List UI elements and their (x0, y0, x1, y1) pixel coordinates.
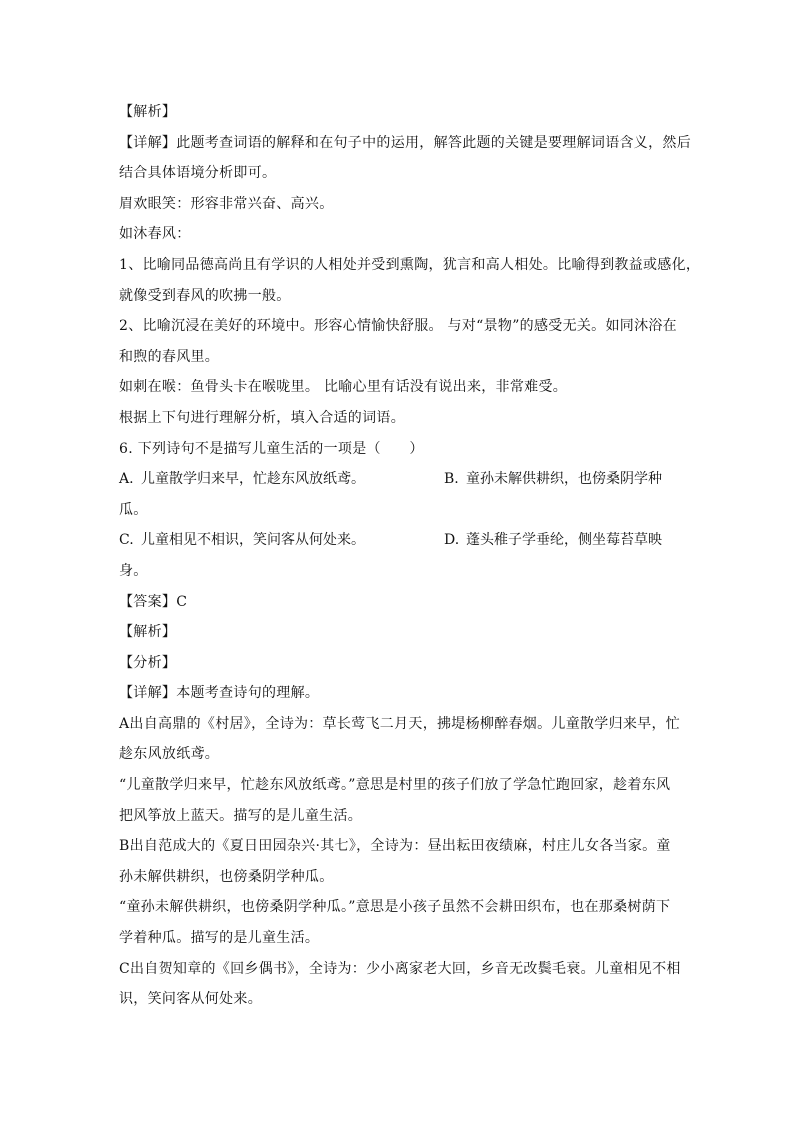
option-c-text: 儿童相见不相识，笑问客从何处来。 (141, 532, 365, 549)
section-heading-analysis: 【解析】 (119, 104, 177, 120)
option-a-text: 儿童散学归来早，忙趁东风放纸鸢。 (141, 471, 365, 488)
text-line: 和煦的春风里。 (119, 348, 220, 365)
option-b-continuation: 瓜。 (119, 501, 148, 518)
answer-line: 【答案】C (119, 593, 188, 610)
text-line: B出自范成大的《夏日田园杂兴·其七》，全诗为：昼出耘田夜绩麻，村庄儿女各当家。童 (119, 838, 671, 855)
text-line: 如沐春风： (119, 226, 191, 243)
text-line: 如刺在喉：鱼骨头卡在喉咙里。 比喻心里有话没有说出来，非常难受。 (119, 379, 568, 396)
option-a-letter: A. (119, 471, 134, 488)
text-line: C出自贺知章的《回乡偶书》，全诗为：少小离家老大回，乡音无改鬓毛衰。儿童相见不相 (119, 960, 681, 977)
option-c (119, 528, 365, 552)
text-line: 【详解】本题考查诗句的理解。 (119, 685, 320, 702)
text-line: 1、比喻同品德高尚且有学识的人相处并受到熏陶，犹言和高人相处。比喻得到教益或感化， (119, 256, 701, 273)
option-row-cd (119, 528, 679, 552)
text-line: A出自高鼎的《村居》，全诗为：草长莺飞二月天，拂堤杨柳醉春烟。儿童散学归来早，忙 (119, 715, 681, 732)
option-d-text: 蓬头稚子学垂纶，侧坐莓苔草映 (466, 532, 662, 549)
text-line: 学着种瓜。描写的是儿童生活。 (119, 930, 320, 947)
text-line: “童孙未解供耕织，也傍桑阴学种瓜。”意思是小孩子虽然不会耕田织布，也在那桑树荫下 (119, 899, 671, 916)
text-line: 就像受到春风的吹拂一般。 (119, 287, 291, 304)
option-b (444, 467, 662, 491)
option-b-text: 童孙未解供耕织，也傍桑阴学种 (466, 471, 662, 488)
section-heading-analysis: 【解析】 (119, 624, 177, 641)
document-body (119, 100, 701, 1018)
option-b-letter: B. (444, 471, 459, 488)
section-heading-breakdown: 【分析】 (119, 654, 177, 671)
option-d (444, 528, 662, 552)
text-line: 眉欢眼笑：形容非常兴奋、高兴。 (119, 195, 334, 212)
question-stem: 6. 下列诗句不是描写儿童生活的一项是（ ） (119, 440, 424, 457)
option-d-letter: D. (444, 532, 460, 549)
option-a (119, 467, 365, 491)
option-row-ab (119, 467, 679, 491)
text-line: 结合具体语境分析即可。 (119, 165, 277, 182)
text-line: 根据上下句进行理解分析，填入合适的词语。 (119, 409, 405, 426)
text-line: 【详解】此题考查词语的解释和在句子中的运用，解答此题的关键是要理解词语含义，然后 (119, 134, 691, 151)
option-d-continuation: 身。 (119, 562, 148, 579)
text-line: “儿童散学归来早，忙趁东风放纸鸢。”意思是村里的孩子们放了学急忙跑回家，趁着东风 (119, 777, 671, 794)
text-line: 把风筝放上蓝天。描写的是儿童生活。 (119, 807, 363, 824)
text-line: 趁东风放纸鸢。 (119, 746, 220, 763)
option-c-letter: C. (119, 532, 134, 549)
text-line: 2、比喻沉浸在美好的环境中。形容心情愉快舒服。 与对“景物”的感受无关。如同沐浴在 (119, 318, 677, 335)
text-line: 孙未解供耕织，也傍桑阴学种瓜。 (119, 868, 334, 885)
text-line: 识，笑问客从何处来。 (119, 991, 262, 1008)
